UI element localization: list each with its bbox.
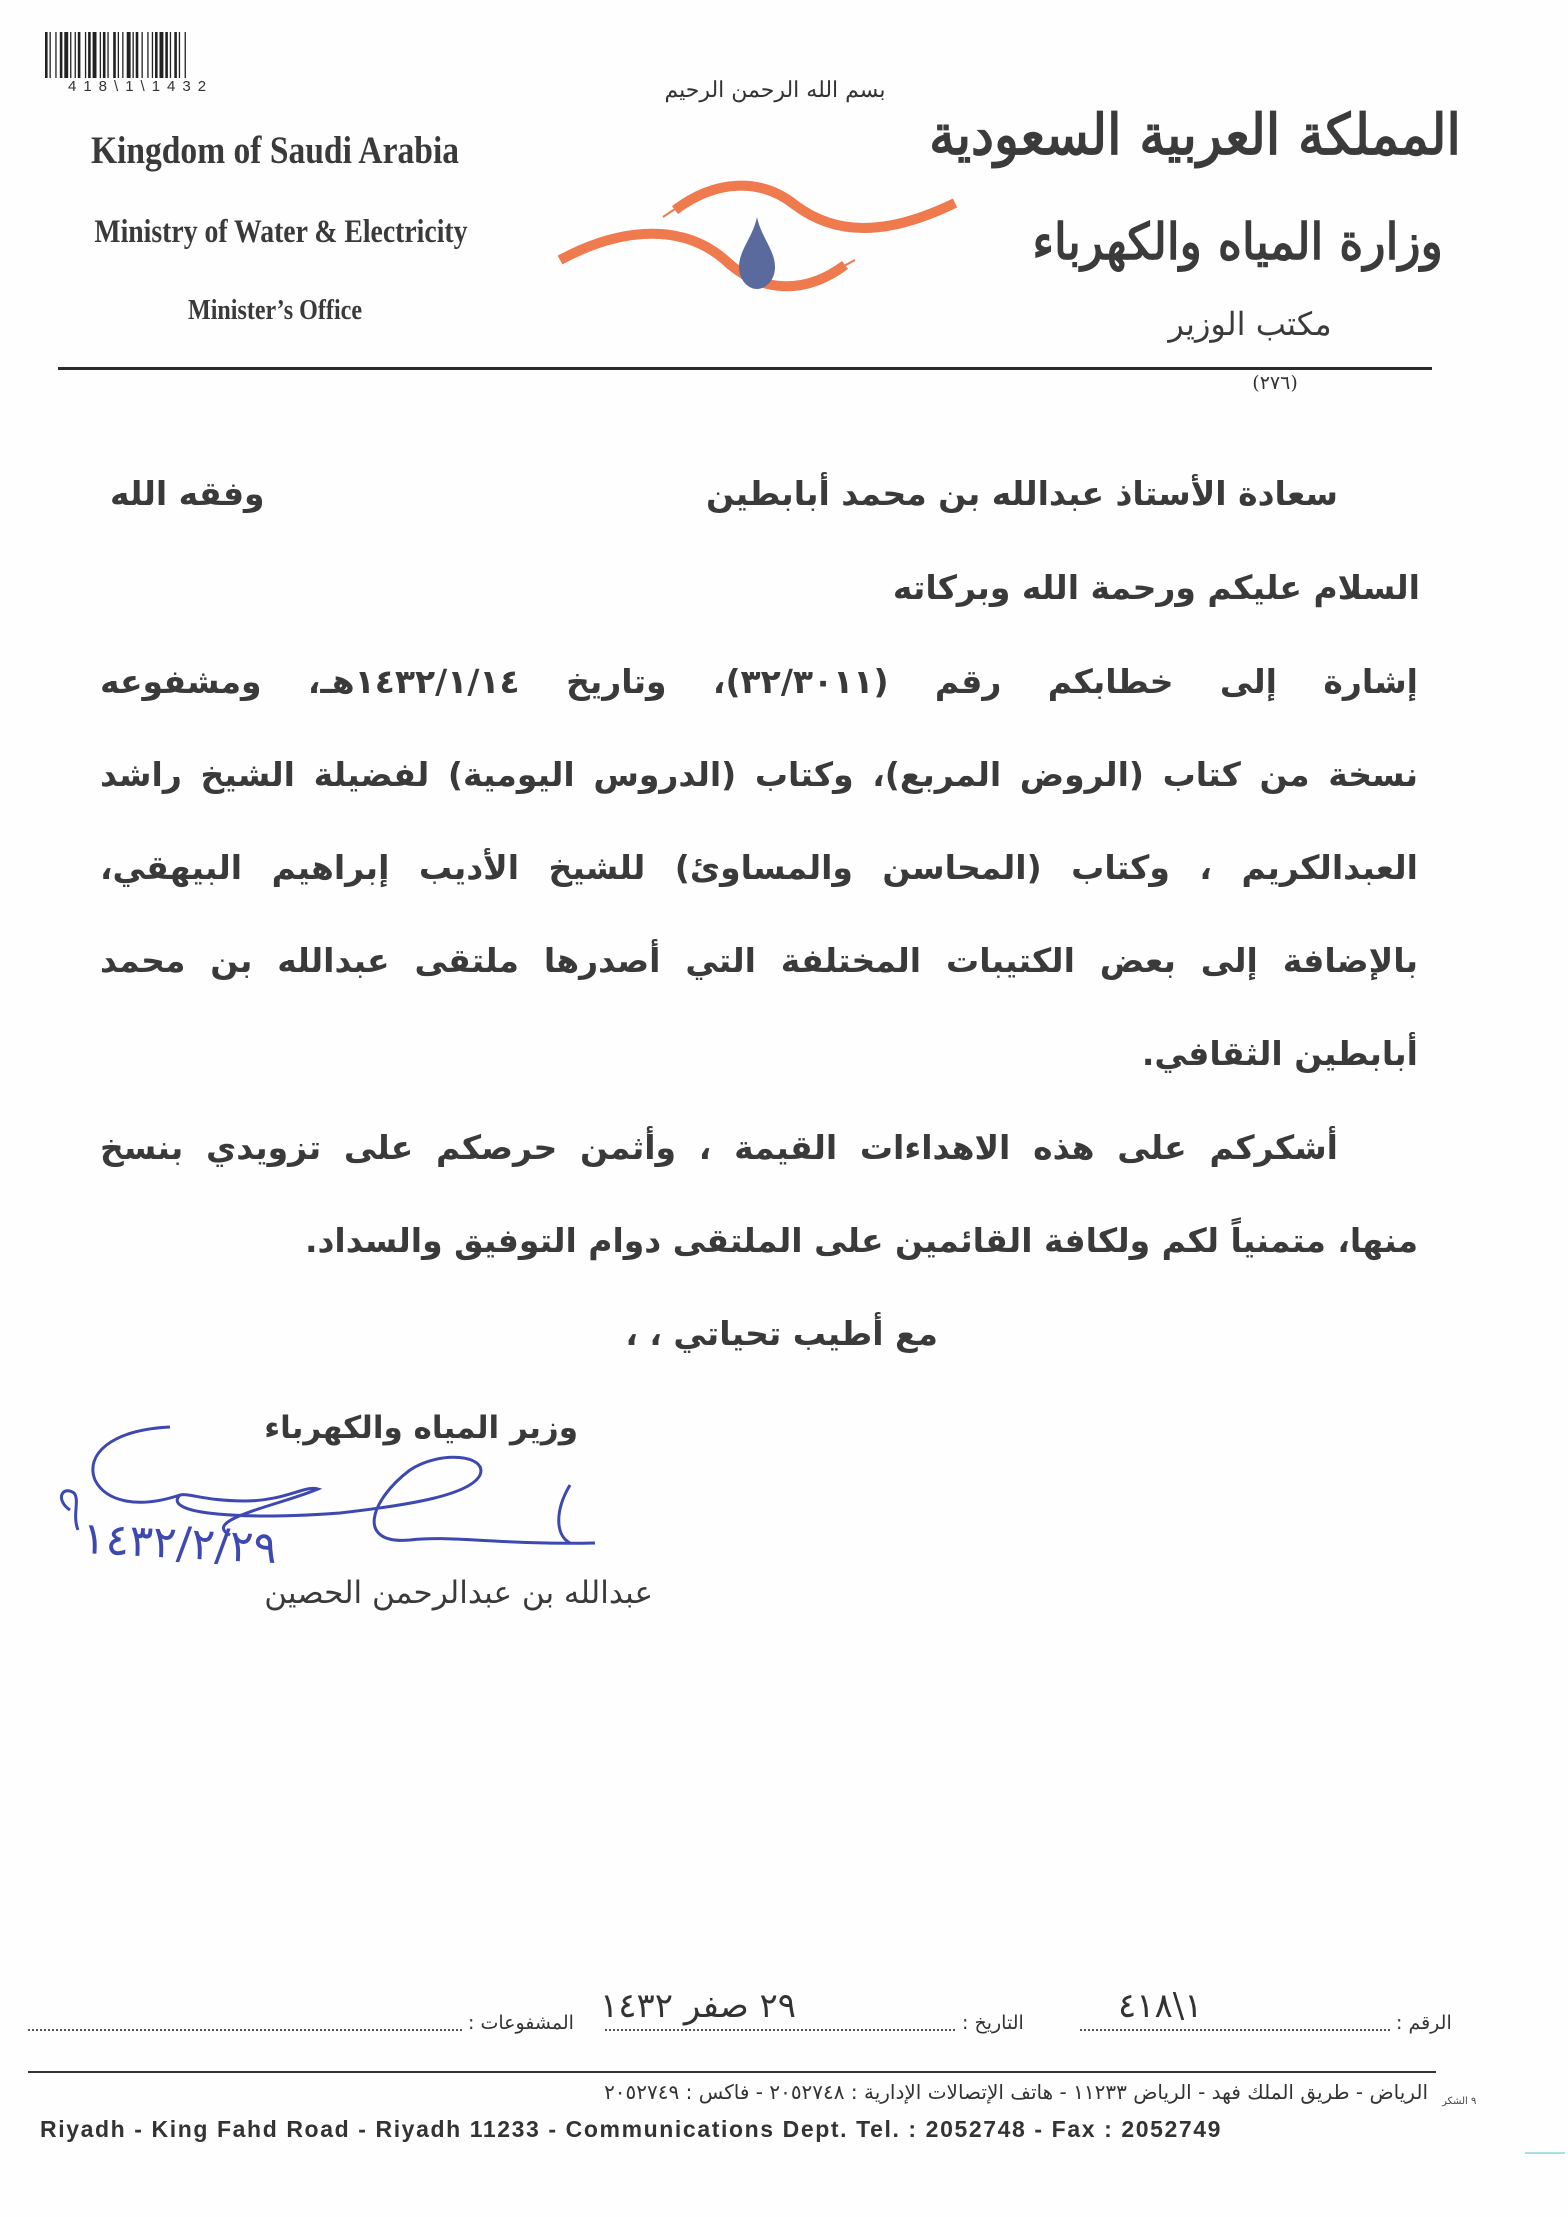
barcode-bar	[133, 32, 134, 78]
closing: مع أطيب تحياتي ، ،	[625, 1314, 938, 1353]
letterhead-ministry-ar: وزارة المياه والكهرباء	[1032, 212, 1443, 271]
attachments-field-line	[28, 2029, 462, 2031]
barcode-bar	[100, 32, 101, 78]
barcode-bar	[60, 32, 63, 78]
barcode-bar	[64, 32, 68, 78]
margin-mark	[1525, 2152, 1565, 2154]
logo-wave-icon	[675, 186, 955, 228]
barcode-bar	[147, 32, 148, 78]
footer-divider	[28, 2071, 1436, 2073]
paragraph-line: أبابطين الثقافي.	[1141, 1034, 1418, 1073]
paragraph-line: منها، متمنياً لكم ولكافة القائمين على الملتقى دوام التوفيق والسداد.	[304, 1221, 1418, 1260]
attachments-label: المشفوعات :	[468, 2012, 574, 2034]
barcode-bar	[165, 32, 168, 78]
barcode-bar	[113, 32, 116, 78]
footer-address-ar: الرياض - طريق الملك فهد - الرياض ١١٢٣٣ - هاتف الإتصالات الإدارية : ٢٠٥٢٧٤٨ - فاكس : ٢٠٥٢٧٤٩	[604, 2080, 1428, 2104]
barcode	[45, 32, 295, 80]
date-label: التاريخ :	[962, 2012, 1024, 2034]
footer-address-en: Riyadh - King Fahd Road - Riyadh 11233 - Communications Dept. Tel. : 2052748 - Fax : 2052749	[40, 2116, 1223, 2142]
barcode-bar	[78, 32, 81, 78]
paragraph-line: العبدالكريم ، وكتاب (المحاسن والمساوئ) للشيخ الأديب إبراهيم البيهقي،	[100, 848, 1418, 887]
barcode-number: 418\1\1432	[68, 78, 214, 95]
reference-number: (٢٧٦)	[1252, 372, 1298, 394]
date-value: ٢٩ صفر ١٤٣٢	[600, 1986, 797, 2026]
barcode-bar	[142, 32, 143, 78]
date-field-line	[605, 2029, 955, 2031]
handwritten-signature	[50, 1415, 610, 1595]
signature-date: ١٤٣٢/٢/٢٩	[80, 1512, 279, 1575]
barcode-bar	[85, 32, 86, 78]
barcode-bar	[70, 32, 71, 78]
barcode-bar	[174, 32, 177, 78]
number-field-line	[1080, 2029, 1390, 2031]
barcode-bar	[127, 32, 131, 78]
barcode-bar	[155, 32, 158, 78]
signer-name: عبدالله بن عبدالرحمن الحصين	[264, 1575, 653, 1611]
barcode-bar	[179, 32, 180, 78]
paragraph-line: نسخة من كتاب (الروض المربع)، وكتاب (الدروس اليومية) لفضيلة الشيخ راشد	[100, 755, 1418, 794]
header-divider	[58, 367, 1432, 370]
barcode-bar	[185, 32, 186, 78]
barcode-bar	[88, 32, 91, 78]
signer-title: وزير المياه والكهرباء	[264, 1410, 578, 1446]
letterhead-office-ar: مكتب الوزير	[1168, 305, 1332, 343]
ministry-logo	[555, 165, 965, 305]
paragraph-line: بالإضافة إلى بعض الكتيبات المختلفة التي أصدرها ملتقى عبدالله بن محمد	[100, 941, 1418, 980]
number-label: الرقم :	[1396, 2012, 1452, 2034]
letterhead-ministry-en: Ministry of Water & Electricity	[94, 214, 468, 250]
addressee-suffix: وفقه الله	[110, 474, 265, 513]
barcode-bar	[118, 32, 119, 78]
barcode-bar	[160, 32, 164, 78]
barcode-bar	[122, 32, 123, 78]
barcode-bar	[45, 32, 48, 78]
barcode-bar	[152, 32, 153, 78]
basmala: بسم الله الرحمن الرحيم	[664, 78, 886, 103]
barcode-bar	[170, 32, 171, 78]
barcode-bar	[107, 32, 108, 78]
barcode-bar	[136, 32, 139, 78]
barcode-bar	[55, 32, 56, 78]
barcode-bar	[93, 32, 97, 78]
greeting: السلام عليكم ورحمة الله وبركاته	[892, 568, 1420, 607]
paragraph-line: إشارة إلى خطابكم رقم (٣٢/٣٠١١)، وتاريخ ١٤٣٢/١/١٤هـ، ومشفوعه	[100, 662, 1418, 701]
letterhead-office-en: Minister’s Office	[187, 295, 363, 326]
addressee: سعادة الأستاذ عبدالله بن محمد أبابطين	[705, 474, 1338, 513]
letterhead-kingdom-en: Kingdom of Saudi Arabia	[90, 129, 460, 172]
logo-wave-icon	[560, 234, 845, 286]
barcode-bar	[75, 32, 76, 78]
paragraph-line: أشكركم على هذه الاهداءات القيمة ، وأثمن حرصكم على تزويدي بنسخ	[100, 1128, 1338, 1167]
barcode-bar	[50, 32, 51, 78]
number-value: ١\٤١٨	[1118, 1986, 1203, 2026]
barcode-bar	[103, 32, 106, 78]
water-drop-icon	[739, 217, 775, 289]
letterhead-kingdom-ar: المملكة العربية السعودية	[929, 102, 1461, 168]
footer-small-note: ٩ الشكر	[1442, 2096, 1477, 2107]
